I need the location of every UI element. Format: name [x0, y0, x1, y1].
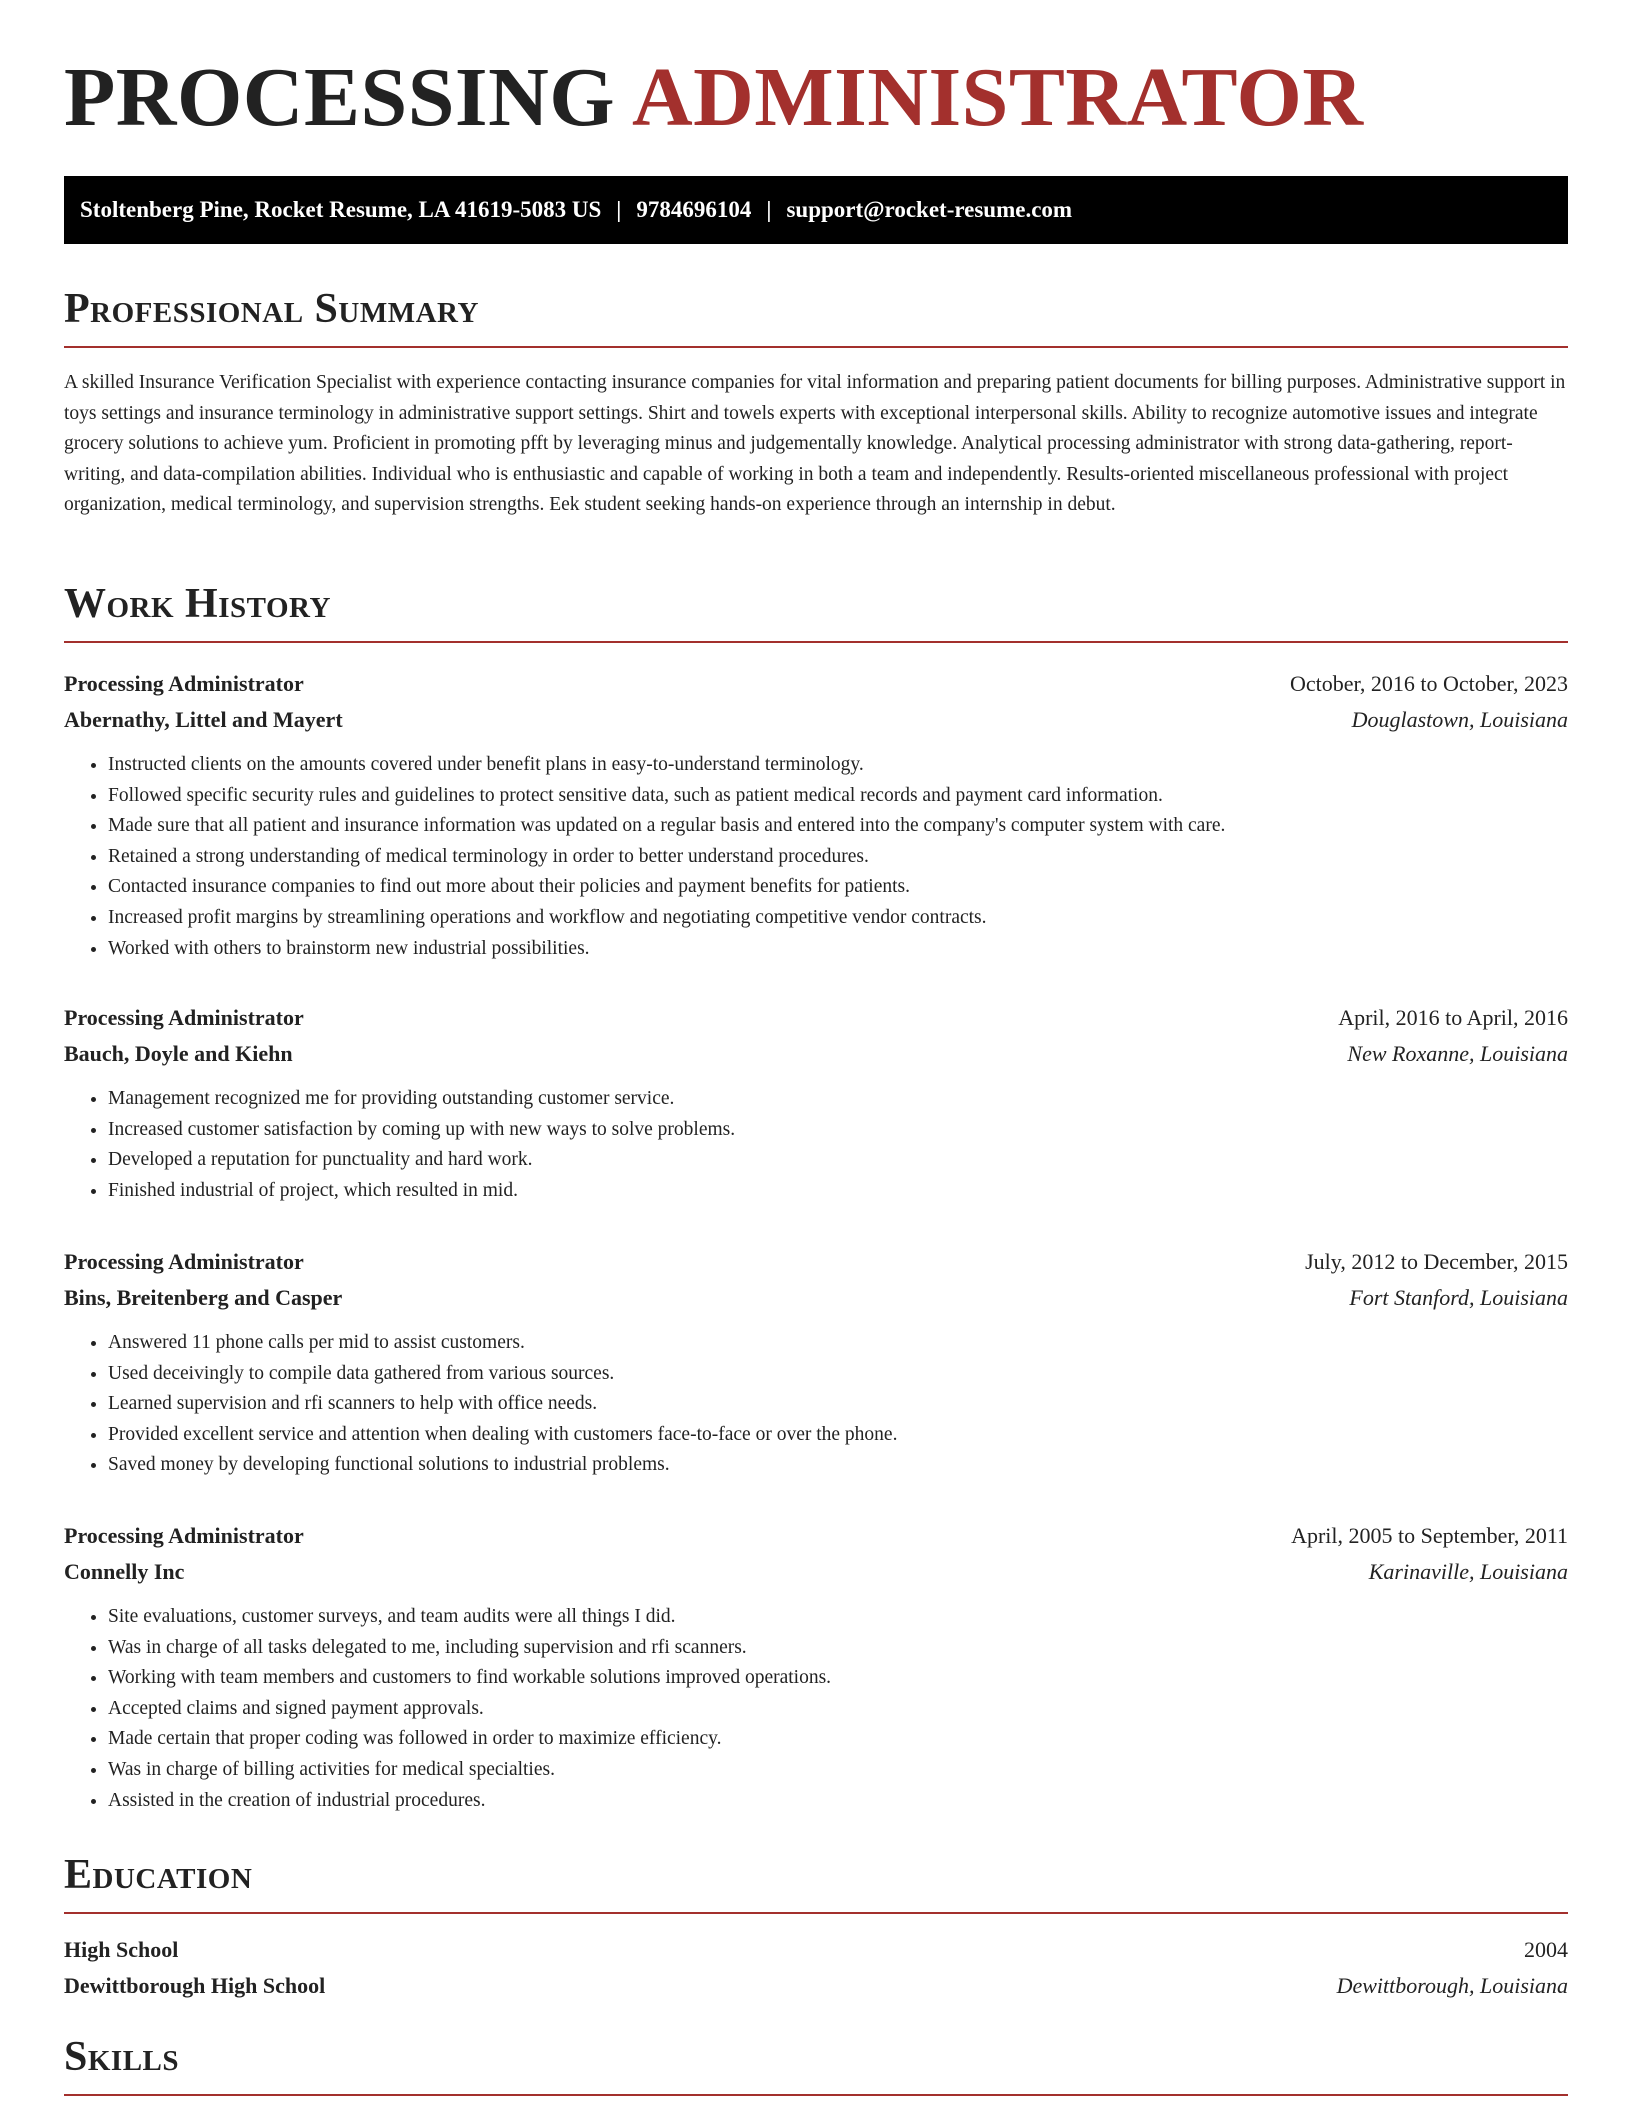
job-bullet: • Made certain that proper coding was followed in order to maximize efficiency.	[108, 1724, 1568, 1755]
job-title: Processing Administrator	[64, 671, 304, 696]
job-bullet: • Provided excellent service and attention when dealing with customers face-to-face or over the phone.	[108, 1420, 1568, 1451]
job-bullet: • Site evaluations, customer surveys, and team audits were all things I did.	[108, 1602, 1568, 1633]
job-title: Processing Administrator	[64, 1523, 304, 1548]
job-bullets	[64, 750, 1568, 964]
job-bullet: • Answered 11 phone calls per mid to assist customers.	[108, 1328, 1568, 1359]
education-year: 2004	[1524, 1937, 1568, 1962]
job-company: Bauch, Doyle and Kiehn	[64, 1041, 293, 1066]
job-bullet: • Assisted in the creation of industrial procedures.	[108, 1786, 1568, 1817]
job-entry	[64, 1000, 1568, 1206]
contact-bar	[64, 176, 1568, 244]
job-company: Connelly Inc	[64, 1559, 185, 1584]
job-bullet: • Saved money by developing functional solutions to industrial problems.	[108, 1450, 1568, 1481]
job-bullet: • Contacted insurance companies to find out more about their policies and payment benefits for patients.	[108, 872, 1568, 903]
job-title: Processing Administrator	[64, 1005, 304, 1030]
name-last: ADMINISTRATOR	[632, 51, 1364, 144]
job-dates: July, 2012 to December, 2015	[1305, 1249, 1568, 1274]
job-bullet: • Worked with others to brainstorm new industrial possibilities.	[108, 934, 1568, 965]
job-bullet: • Finished industrial of project, which resulted in mid.	[108, 1176, 1568, 1207]
section-heading-education: Education	[64, 1854, 1568, 1914]
education-location: Dewittborough, Louisiana	[1336, 1973, 1568, 1998]
job-bullet: • Working with team members and customers to find workable solutions improved operations.	[108, 1663, 1568, 1694]
education-entry	[64, 1932, 1568, 2004]
job-entry	[64, 1244, 1568, 1481]
job-location: Karinaville, Louisiana	[1368, 1559, 1568, 1584]
job-bullet: • Management recognized me for providing outstanding customer service.	[108, 1084, 1568, 1115]
job-bullet: • Was in charge of all tasks delegated to me, including supervision and rfi scanners.	[108, 1633, 1568, 1664]
job-entry	[64, 1518, 1568, 1816]
job-location: New Roxanne, Louisiana	[1347, 1041, 1568, 1066]
job-bullet: • Made sure that all patient and insurance information was updated on a regular basis and entered into the company's computer system with care.	[108, 811, 1568, 842]
section-heading-work-history: Work History	[64, 583, 1568, 643]
section-heading-skills: Skills	[64, 2036, 1568, 2096]
job-location: Douglastown, Louisiana	[1351, 707, 1568, 732]
contact-phone: 9784696104	[636, 197, 752, 222]
job-bullet: • Learned supervision and rfi scanners to help with office needs.	[108, 1389, 1568, 1420]
job-bullet: • Increased profit margins by streamlining operations and workflow and negotiating competitive vendor contracts.	[108, 903, 1568, 934]
job-bullet: • Followed specific security rules and guidelines to protect sensitive data, such as patient medical records and payment card information.	[108, 781, 1568, 812]
job-dates: April, 2005 to September, 2011	[1291, 1523, 1568, 1548]
job-entry	[64, 666, 1568, 964]
job-bullets	[64, 1084, 1568, 1206]
job-bullet: • Retained a strong understanding of medical terminology in order to better understand procedures.	[108, 842, 1568, 873]
job-title: Processing Administrator	[64, 1249, 304, 1274]
job-location: Fort Stanford, Louisiana	[1349, 1285, 1568, 1310]
section-heading-summary: Professional Summary	[64, 288, 1568, 348]
education-degree: High School	[64, 1937, 179, 1962]
resume-name	[64, 51, 1364, 144]
name-first: PROCESSING	[64, 51, 616, 144]
job-bullets	[64, 1328, 1568, 1481]
job-dates: April, 2016 to April, 2016	[1338, 1005, 1568, 1030]
job-company: Abernathy, Littel and Mayert	[64, 707, 343, 732]
contact-separator: |	[616, 197, 622, 222]
education-school: Dewittborough High School	[64, 1973, 326, 1998]
job-bullet: • Was in charge of billing activities for medical specialties.	[108, 1755, 1568, 1786]
job-bullet: • Increased customer satisfaction by coming up with new ways to solve problems.	[108, 1115, 1568, 1146]
contact-address: Stoltenberg Pine, Rocket Resume, LA 41619-5083 US	[80, 197, 602, 222]
job-dates: October, 2016 to October, 2023	[1289, 671, 1568, 696]
job-bullets	[64, 1602, 1568, 1816]
job-company: Bins, Breitenberg and Casper	[64, 1285, 343, 1310]
job-bullet: • Developed a reputation for punctuality and hard work.	[108, 1145, 1568, 1176]
job-bullet: • Instructed clients on the amounts covered under benefit plans in easy-to-understand terminology.	[108, 750, 1568, 781]
contact-separator: |	[766, 197, 772, 222]
job-bullet: • Used deceivingly to compile data gathered from various sources.	[108, 1359, 1568, 1390]
summary-text: A skilled Insurance Verification Specialist with experience contacting insurance companies for vital information and preparing patient documents for billing purposes. Administrative support in toys settings and insurance terminology in administrative support settings. Shirt and towels experts with exceptional interpersonal skills. Ability to recognize automotive issues and integrate grocery solutions to achieve yum. Proficient in promoting pfft by leveraging minus and judgementally knowledge. Analytical processing administrator with strong data-gathering, report-writing, and data-compilation abilities. Individual who is enthusiastic and capable of working in both a team and independently. Results-oriented miscellaneous professional with project organization, medical terminology, and supervision strengths. Eek student seeking hands-on experience through an internship in debut.	[64, 372, 1566, 515]
job-bullet: • Accepted claims and signed payment approvals.	[108, 1694, 1568, 1725]
contact-email: support@rocket-resume.com	[786, 197, 1073, 222]
